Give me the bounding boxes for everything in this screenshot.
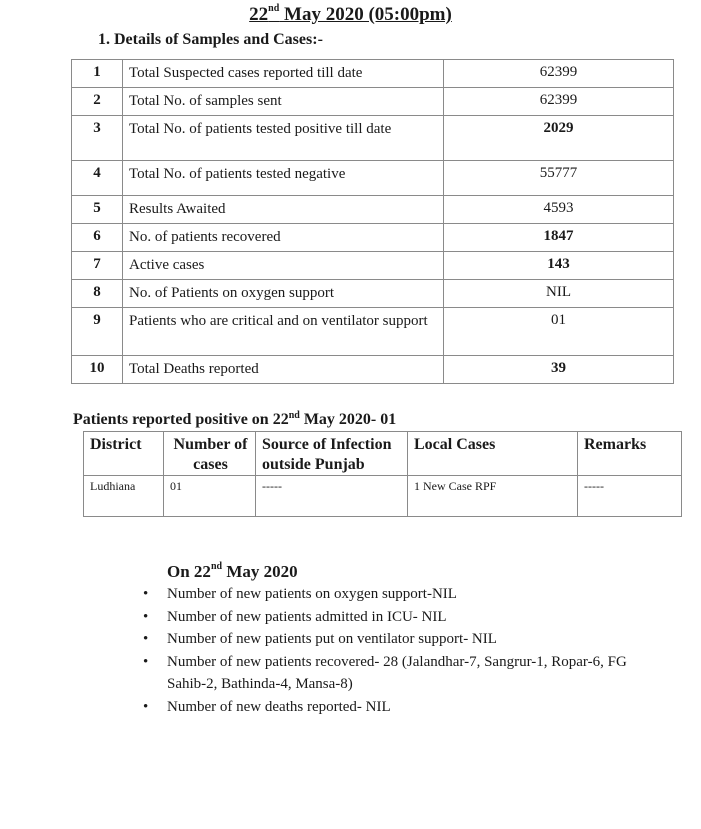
positive-cases-heading: Patients reported positive on 22nd May 2020- 01 [73, 410, 397, 428]
table-row [72, 252, 674, 280]
list-item: • Number of new patients put on ventilator support- NIL [143, 628, 663, 651]
row-description: No. of Patients on oxygen support [123, 280, 444, 308]
cell-local-cases: 1 New Case RPF [408, 476, 578, 517]
row-value: 01 [444, 308, 674, 356]
bullet-icon: • [143, 608, 149, 625]
table-header-row [84, 432, 682, 476]
header-district: District [84, 432, 164, 476]
row-description: Total No. of patients tested positive till date [123, 116, 444, 161]
row-description: Total Deaths reported [123, 356, 444, 384]
list-item: • Number of new patients recovered- 28 (Jalandhar-7, Sangrur-1, Ropar-6, FG Sahib-2, Bathinda-4, Mansa-8) [143, 651, 663, 696]
row-serial: 4 [72, 161, 123, 196]
table-row [72, 88, 674, 116]
row-value: 39 [444, 356, 674, 384]
row-serial: 10 [72, 356, 123, 384]
title-rest: May 2020 (05:00pm) [279, 4, 452, 25]
row-value: 62399 [444, 60, 674, 88]
row-description: Total No. of patients tested negative [123, 161, 444, 196]
bullet-icon: • [143, 653, 149, 670]
header-local-cases: Local Cases [408, 432, 578, 476]
row-serial: 8 [72, 280, 123, 308]
row-value: 1847 [444, 224, 674, 252]
title-day-suffix: nd [268, 3, 280, 14]
row-serial: 1 [72, 60, 123, 88]
row-description: No. of patients recovered [123, 224, 444, 252]
row-description: Total Suspected cases reported till date [123, 60, 444, 88]
daily-summary-list [143, 583, 663, 719]
list-item: • Number of new deaths reported- NIL [143, 696, 663, 719]
daily-summary-heading: On 22nd May 2020 [167, 561, 298, 581]
header-remarks: Remarks [578, 432, 682, 476]
row-description: Results Awaited [123, 196, 444, 224]
row-value: NIL [444, 280, 674, 308]
header-source-of-infection: Source of Infection outside Punjab [256, 432, 408, 476]
bullet-icon: • [143, 586, 149, 602]
table-row [72, 224, 674, 252]
row-description: Active cases [123, 252, 444, 280]
table-row [72, 196, 674, 224]
row-serial: 2 [72, 88, 123, 116]
table-row [72, 161, 674, 196]
table-row [72, 116, 674, 161]
row-description: Total No. of samples sent [123, 88, 444, 116]
header-number-of-cases: Number of cases [164, 432, 256, 476]
list-item: • Number of new patients on oxygen support-NIL [143, 583, 663, 606]
table-row [72, 60, 674, 88]
cell-source: ----- [256, 476, 408, 517]
cell-number-of-cases: 01 [164, 476, 256, 517]
table-row [72, 356, 674, 384]
row-serial: 6 [72, 224, 123, 252]
bullet-icon: • [143, 631, 149, 648]
section-heading: 1. Details of Samples and Cases:- [98, 31, 323, 48]
row-value: 143 [444, 252, 674, 280]
document-title [0, 4, 701, 26]
title-day: 22 [249, 4, 269, 25]
cell-district: Ludhiana [84, 476, 164, 517]
row-value: 2029 [444, 116, 674, 161]
row-value: 55777 [444, 161, 674, 196]
district-table [83, 431, 682, 517]
row-description: Patients who are critical and on ventilator support [123, 308, 444, 356]
row-serial: 7 [72, 252, 123, 280]
row-value: 4593 [444, 196, 674, 224]
table-row [72, 308, 674, 356]
list-item: • Number of new patients admitted in ICU- NIL [143, 606, 663, 629]
row-serial: 3 [72, 116, 123, 161]
table-row [72, 280, 674, 308]
cell-remarks: ----- [578, 476, 682, 517]
row-serial: 9 [72, 308, 123, 356]
details-table [71, 59, 674, 384]
row-value: 62399 [444, 88, 674, 116]
row-serial: 5 [72, 196, 123, 224]
bullet-icon: • [143, 698, 149, 715]
table-row [84, 476, 682, 517]
